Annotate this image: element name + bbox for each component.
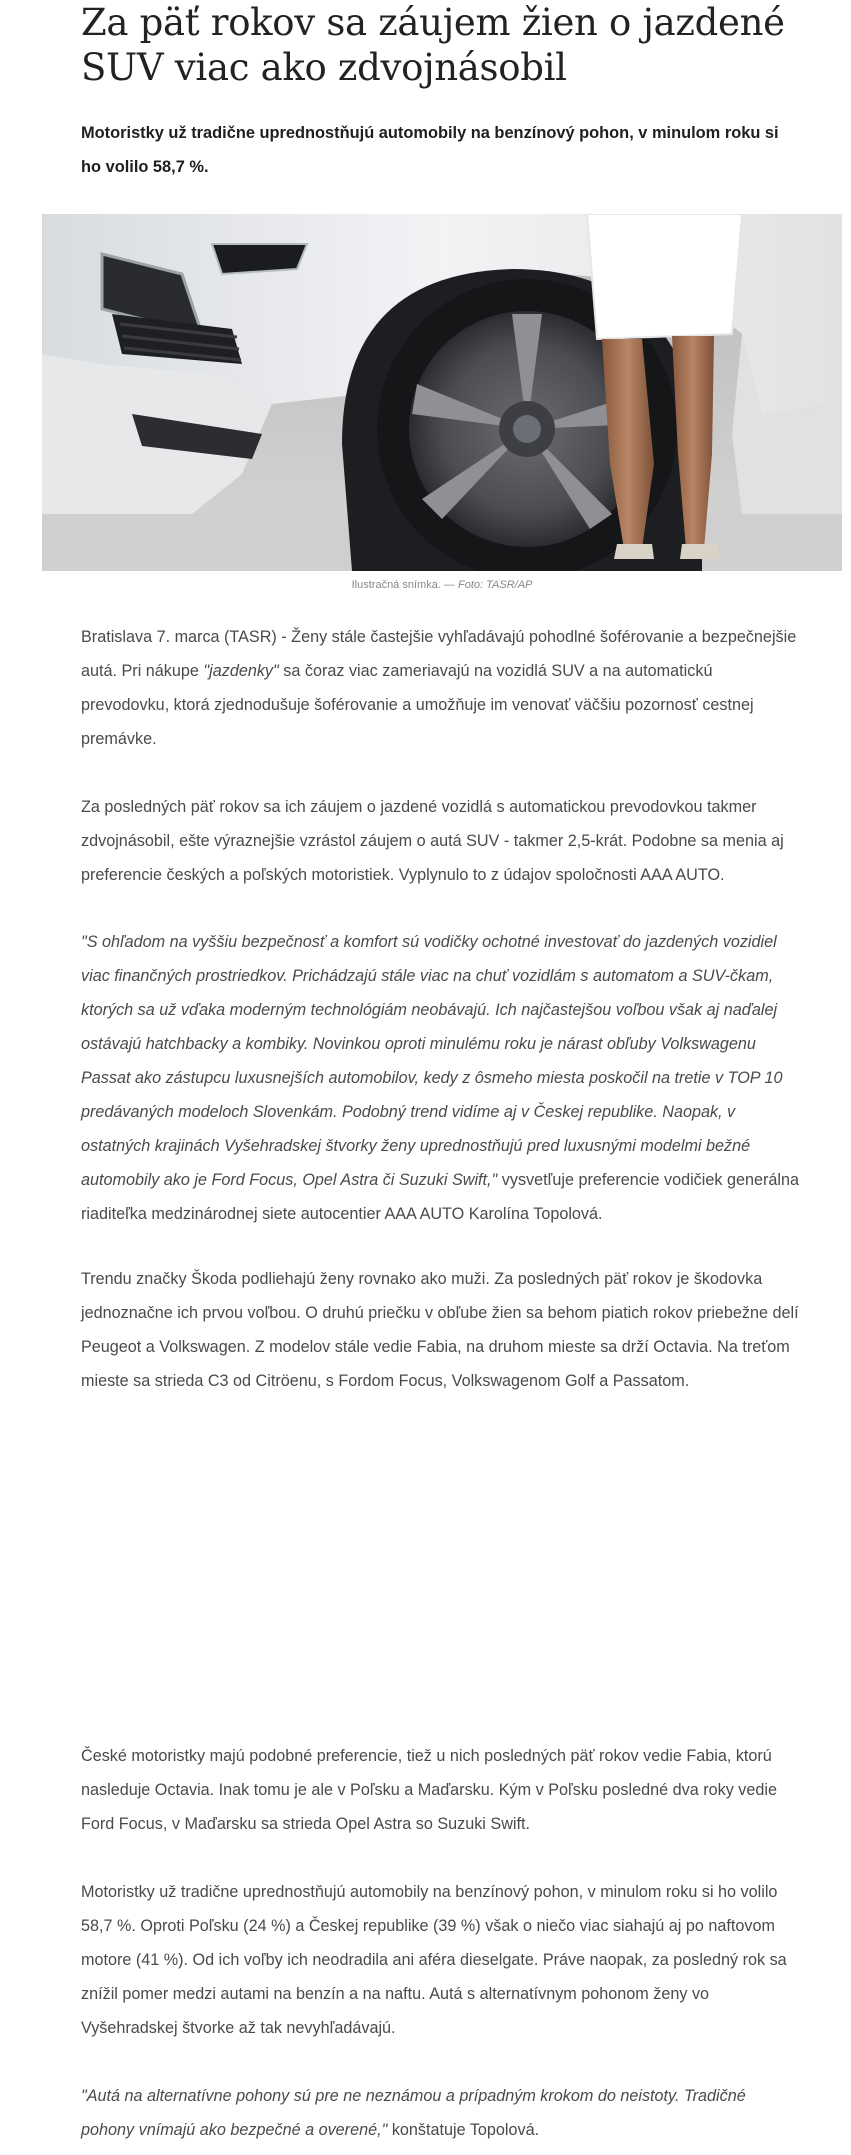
paragraph-quote-topolova	[81, 925, 801, 1231]
paragraph-fuel: Motoristky už tradične uprednostňujú automobily na benzínový pohon, v minulom roku si ho volilo 58,7 %. Oproti Poľsku (24 %) a Českej republike (39 %) však o niečo viac siahajú aj po naftovom motore (41 %). Od ich voľby ich neodradila ani aféra dieselgate. Práve naopak, za posledný rok sa znížil pomer medzi autami na benzín a na naftu. Autá s alternatívnym pohonom ženy vo Vyšehradskej štvorke až tak nevyhľadávajú.	[81, 1883, 787, 2037]
quote-attribution-2: konštatuje Topolová.	[387, 2121, 540, 2139]
article-title: Za päť rokov sa záujem žien o jazdené SUV viac ako zdvojnásobil	[81, 1, 785, 89]
paragraph-czech: České motoristky majú podobné preferencie, tiež u nich posledných päť rokov vedie Fabia, ktorú nasleduje Octavia. Inak tomu je ale v Poľsku a Maďarsku. Kým v Poľsku posledné dva roky vedie Ford Focus, v Maďarsku sa strieda Opel Astra so Suzuki Swift.	[81, 1747, 778, 1833]
image-caption	[42, 577, 842, 593]
paragraph-skoda: Trendu značky Škoda podliehajú ženy rovnako ako muži. Za posledných päť rokov je škodovka jednoznačne ich prvou voľbou. O druhú priečku v obľube žien sa behom piatich rokov priebežne delí Peugeot a Volkswagen. Z modelov stále vedie Fabia, na druhom mieste sa drží Octavia. Na treťom mieste sa strieda C3 od Citröenu, s Fordom Focus, Volkswagenom Golf a Passatom.	[81, 1270, 799, 1390]
quote-text-2: "Autá na alternatívne pohony sú pre ne neznámou a prípadným krokom do neistoty. Tradičné pohony vnímajú ako bezpečné a overené,"	[81, 2087, 746, 2139]
quote-attribution: vysvetľuje preferencie vodičiek generálna riaditeľka medzinárodnej siete autocentier AAA AUTO Karolína Topolová.	[81, 1171, 799, 1223]
paragraph-automatic: Za posledných päť rokov sa ich záujem o jazdené vozidlá s automatickou prevodovkou takmer zdvojnásobil, ešte výraznejšie vzrástol záujem o autá SUV - takmer 2,5-krát. Podobne sa menia aj preferencie českých a poľských motoristiek. Vyplynulo to z údajov spoločnosti AAA AUTO.	[81, 798, 784, 884]
paragraph-intro-text-end: sa čoraz viac zameriavajú na vozidlá SUV a na automatickú prevodovku, ktorá zjednodušuje šoférovanie a umožňuje im venovať väčšiu pozornosť cestnej premávke.	[81, 662, 754, 748]
quote-text: "S ohľadom na vyššiu bezpečnosť a komfort sú vodičky ochotné investovať do jazdených vozidiel viac finančných prostriedkov. Prichádzajú stále viac na chuť vozidlám s automatom a SUV-čkam, ktorých sa už vďaka moderným technológiám neobávajú. Ich najčastejšou voľbou však aj naďalej ostávajú hatchbacky a kombiky. Novinkou oproti minulému roku je nárast obľuby Volkswagenu Passat ako zástupcu luxusnejších automobilov, kedy z ôsmeho miesta poskočil na tretie v TOP 10 predávaných modeloch Slovenkám. Podobný trend vidíme aj v Českej republike. Naopak, v ostatných krajinách Vyšehradskej štvorky ženy uprednostňujú pred luxusnými modelmi bežné automobily ako je Ford Focus, Opel Astra či Suzuki Swift,"	[81, 933, 783, 1189]
paragraph-intro	[81, 620, 801, 756]
article-figure	[42, 214, 842, 593]
article-lead: Motoristky už tradične uprednostňujú automobily na benzínový pohon, v minulom roku si ho volilo 58,7 %.	[81, 124, 779, 176]
caption-text: Ilustračná snímka.	[351, 579, 441, 591]
paragraph-quote-alternative	[81, 2079, 801, 2147]
paragraph-intro-text: Bratislava 7. marca (TASR) - Ženy stále častejšie vyhľadávajú pohodlné šoférovanie a bezpečnejšie autá. Pri nákupe	[81, 628, 797, 680]
car-photo	[42, 214, 842, 571]
paragraph-intro-italic: "jazdenky"	[203, 662, 279, 680]
caption-separator: —	[440, 579, 458, 591]
photo-credit: Foto: TASR/AP	[458, 579, 533, 591]
